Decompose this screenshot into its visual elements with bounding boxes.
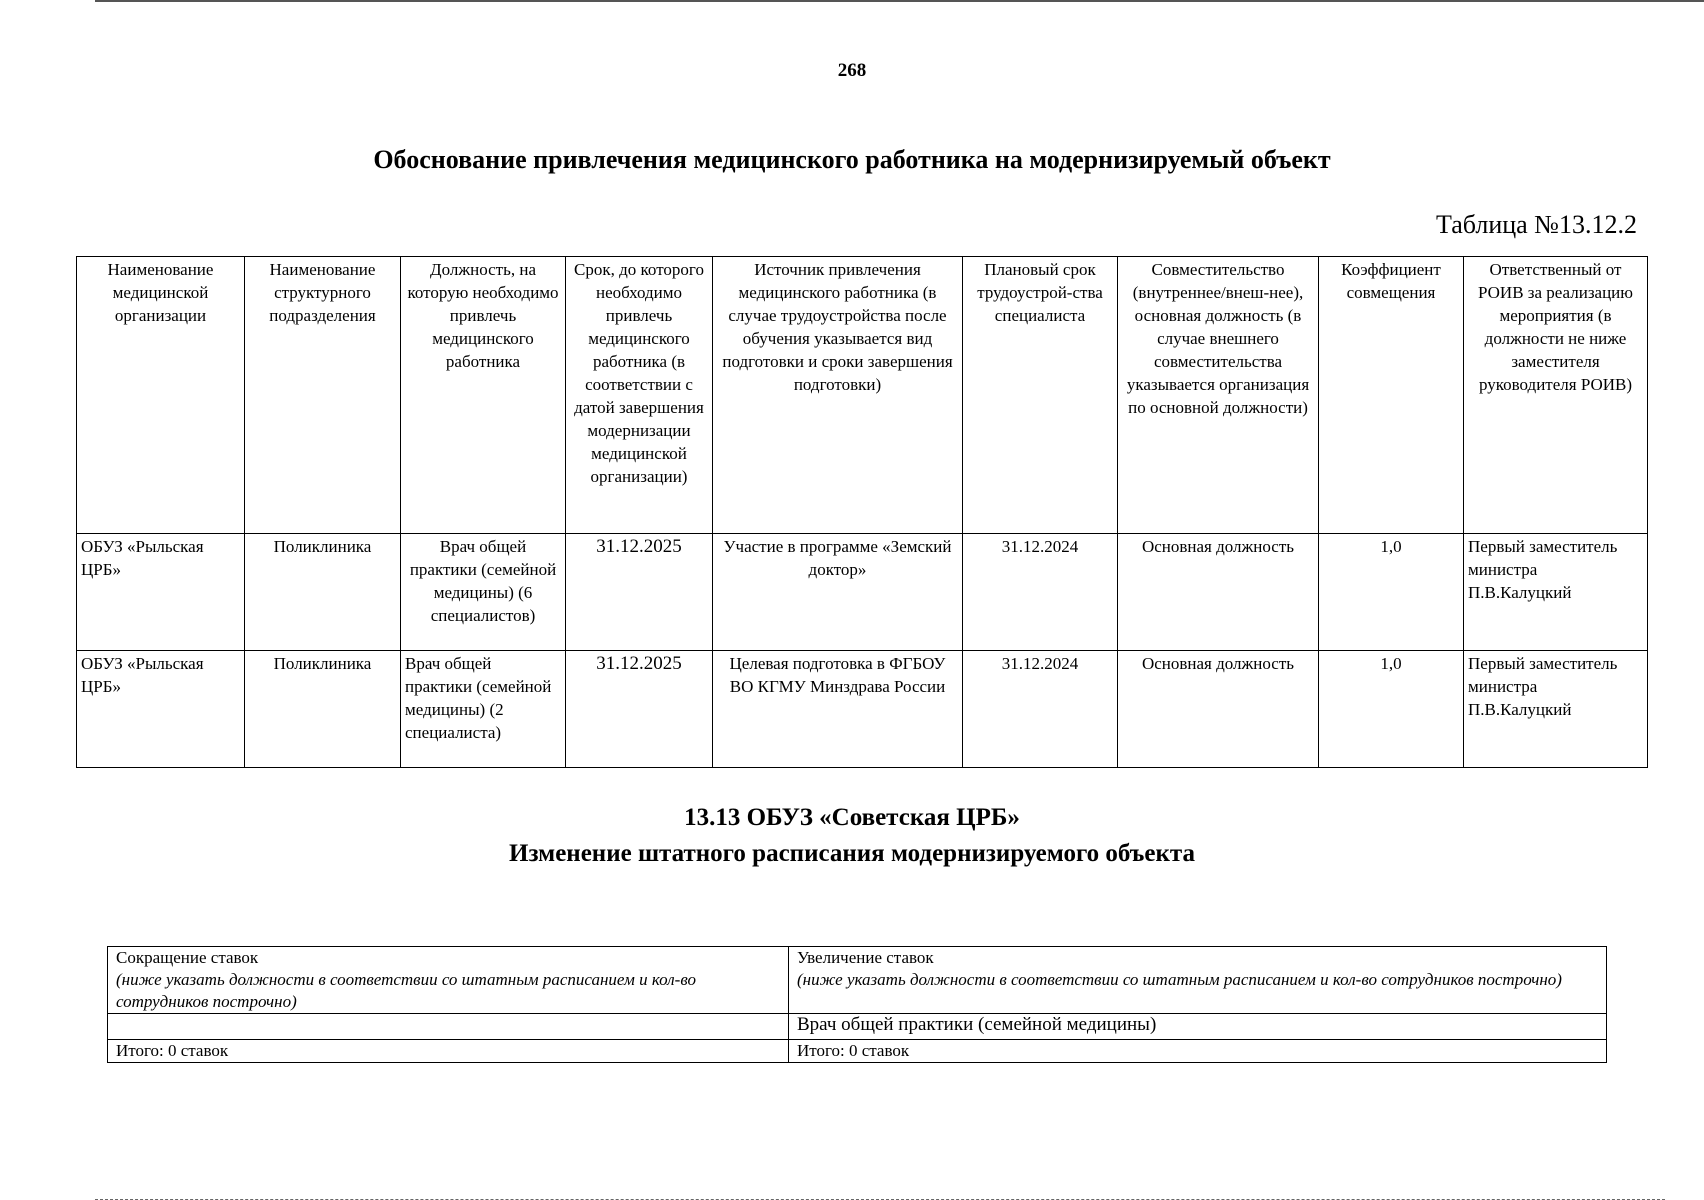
cell-planned: 31.12.2024	[963, 534, 1118, 651]
increase-position: Врач общей практики (семейной медицины)	[789, 1014, 1607, 1040]
increase-note: (ниже указать должности в соответствии со штатным расписанием и кол-во сотрудников построчно)	[797, 970, 1562, 989]
cell-source: Участие в программе «Земский доктор»	[713, 534, 963, 651]
header-unit: Наименование структурного подразделения	[245, 257, 401, 534]
cell-position: Врач общей практики (семейной медицины) (2 специалиста)	[401, 651, 566, 768]
table-row	[108, 1040, 1607, 1063]
cell-org: ОБУЗ «Рыльская ЦРБ»	[77, 651, 245, 768]
table-row	[108, 1014, 1607, 1040]
header-deadline: Срок, до которого необходимо привлечь медицинского работника (в соответствии с датой завершения модернизации медицинской организации)	[566, 257, 713, 534]
table-row	[77, 651, 1648, 768]
cell-combination: Основная должность	[1118, 651, 1319, 768]
cell-source: Целевая подготовка в ФГБОУ ВО КГМУ Минздрава России	[713, 651, 963, 768]
cell-responsible: Первый заместитель министра П.В.Калуцкий	[1464, 534, 1648, 651]
table-row	[77, 534, 1648, 651]
cell-planned: 31.12.2024	[963, 651, 1118, 768]
increase-total: Итого: 0 ставок	[789, 1040, 1607, 1063]
page-number: 268	[837, 60, 867, 81]
table-header-row	[77, 257, 1648, 534]
header-coefficient: Коэффициент совмещения	[1319, 257, 1464, 534]
section-subheading: Изменение штатного расписания модернизируемого объекта	[509, 840, 1195, 867]
header-org: Наименование медицинской организации	[77, 257, 245, 534]
section-heading: 13.13 ОБУЗ «Советская ЦРБ»	[684, 804, 1020, 831]
cell-org: ОБУЗ «Рыльская ЦРБ»	[77, 534, 245, 651]
increase-header-cell	[789, 947, 1607, 1014]
cell-coefficient: 1,0	[1319, 534, 1464, 651]
reduction-header: Сокращение ставок	[116, 948, 259, 967]
top-scan-line	[95, 0, 1704, 2]
cell-unit: Поликлиника	[245, 651, 401, 768]
reduction-note: (ниже указать должности в соответствии со штатным расписанием и кол-во сотрудников построчно)	[116, 970, 696, 1011]
cell-unit: Поликлиника	[245, 534, 401, 651]
cell-deadline: 31.12.2025	[566, 534, 713, 651]
page-title: Обоснование привлечения медицинского работника на модернизируемый объект	[373, 145, 1331, 174]
header-planned: Плановый срок трудоустрой-ства специалиста	[963, 257, 1118, 534]
reduction-position	[108, 1014, 789, 1040]
header-position: Должность, на которую необходимо привлечь медицинского работника	[401, 257, 566, 534]
header-responsible: Ответственный от РОИВ за реализацию мероприятия (в должности не ниже заместителя руководителя РОИВ)	[1464, 257, 1648, 534]
cell-combination: Основная должность	[1118, 534, 1319, 651]
table-header-row	[108, 947, 1607, 1014]
cell-position: Врач общей практики (семейной медицины) (6 специалистов)	[401, 534, 566, 651]
cell-deadline: 31.12.2025	[566, 651, 713, 768]
reduction-header-cell	[108, 947, 789, 1014]
header-source: Источник привлечения медицинского работника (в случае трудоустройства после обучения указывается вид подготовки и сроки завершения подготовки)	[713, 257, 963, 534]
section-title	[0, 800, 1704, 872]
table-label: Таблица №13.12.2	[1435, 210, 1637, 239]
cell-coefficient: 1,0	[1319, 651, 1464, 768]
increase-header: Увеличение ставок	[797, 948, 934, 967]
cell-responsible: Первый заместитель министра П.В.Калуцкий	[1464, 651, 1648, 768]
header-combination: Совместительство (внутреннее/внеш-нее), основная должность (в случае внешнего совместительства указывается организация по основной должности)	[1118, 257, 1319, 534]
staffing-change-table	[107, 946, 1607, 1063]
staff-justification-table	[76, 256, 1648, 768]
reduction-total: Итого: 0 ставок	[108, 1040, 789, 1063]
